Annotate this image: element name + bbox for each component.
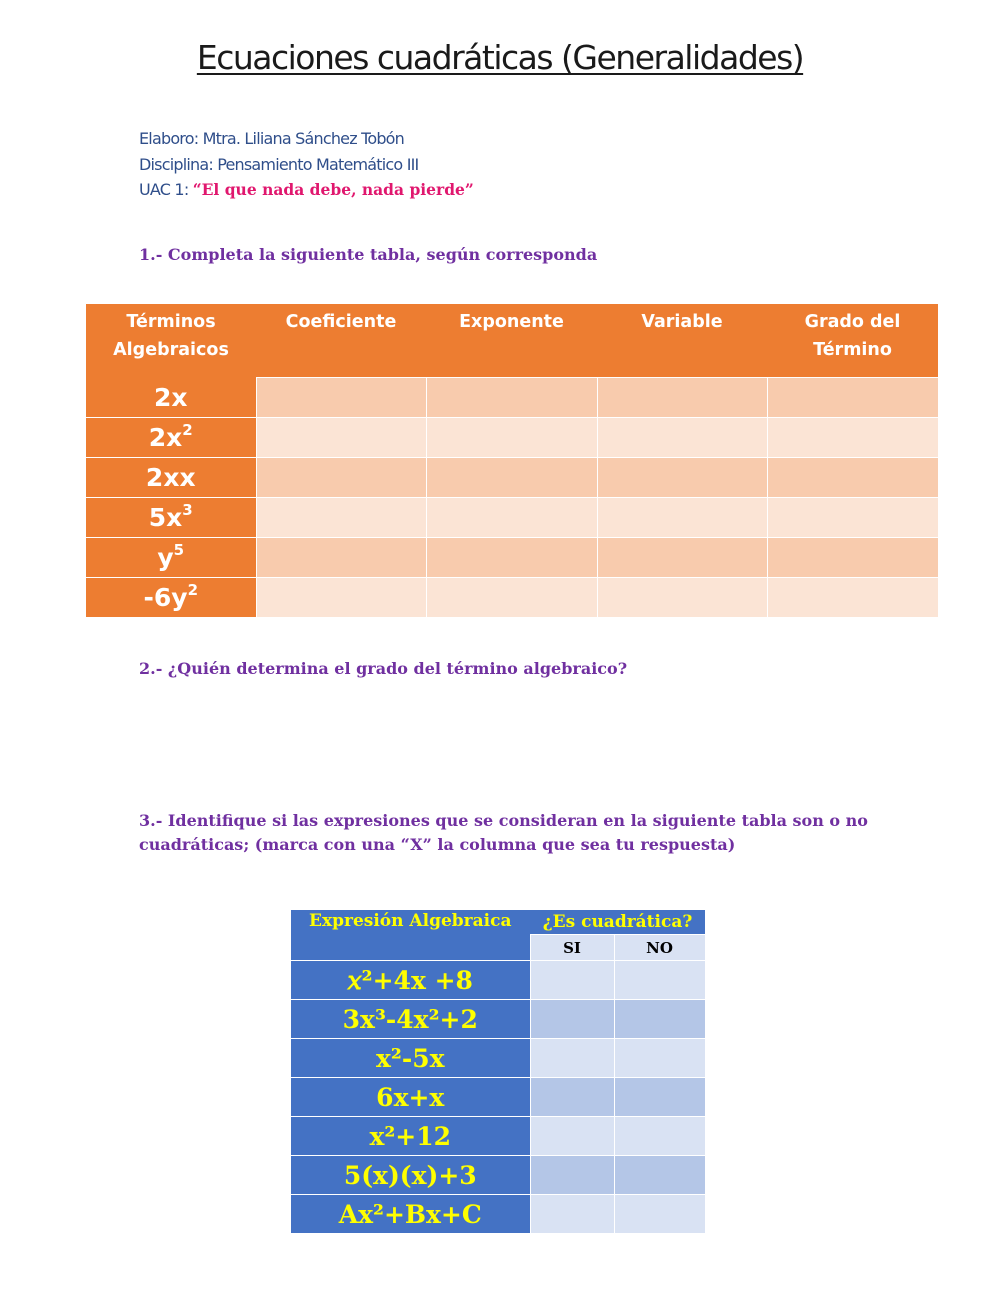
table-row: [86, 538, 938, 578]
terms-table-header: [86, 304, 938, 378]
expression-cell: x²-5x: [291, 1039, 530, 1078]
coeficiente-input-cell[interactable]: [256, 418, 426, 458]
discipline-line: Disciplina: Pensamiento Matemático III: [139, 154, 419, 174]
no-answer-cell[interactable]: [614, 1195, 705, 1234]
variable-input-cell[interactable]: [597, 498, 767, 538]
variable-input-cell[interactable]: [597, 538, 767, 578]
table-row: [291, 1039, 705, 1078]
variable-input-cell[interactable]: [597, 418, 767, 458]
question-1: 1.- Completa la siguiente tabla, según corresponda: [139, 245, 598, 264]
term-cell: [86, 458, 256, 498]
no-answer-cell[interactable]: [614, 1078, 705, 1117]
grado-input-cell[interactable]: [767, 578, 938, 618]
header-coeficiente: Coeficiente: [256, 304, 426, 378]
table-row: [86, 418, 938, 458]
table-row: [291, 1195, 705, 1234]
header-variable: Variable: [597, 304, 767, 378]
coeficiente-input-cell[interactable]: [256, 378, 426, 418]
no-answer-cell[interactable]: [614, 961, 705, 1000]
header-grado: Grado del Término: [767, 304, 938, 378]
page-title: Ecuaciones cuadráticas (Generalidades): [196, 38, 804, 77]
coeficiente-input-cell[interactable]: [256, 458, 426, 498]
term-exponent: 5: [173, 541, 185, 559]
quadratic-table-header: [291, 910, 705, 935]
question-3: 3.- Identifique si las expresiones que se consideran en la siguiente tabla son o no cuadráticas; (marca con una “X” la columna que sea tu respuesta): [139, 811, 868, 854]
variable-input-cell[interactable]: [597, 378, 767, 418]
uac-quote: “El que nada debe, nada pierde”: [192, 180, 474, 199]
expression-cell: Ax²+Bx+C: [291, 1195, 530, 1234]
no-answer-cell[interactable]: [614, 1000, 705, 1039]
variable-input-cell[interactable]: [597, 458, 767, 498]
no-answer-cell[interactable]: [614, 1039, 705, 1078]
expression-cell: 3x³-4x²+2: [291, 1000, 530, 1039]
term-base: 2xx: [145, 463, 196, 492]
term-exponent: 2: [182, 421, 193, 439]
si-answer-cell[interactable]: [530, 1195, 614, 1234]
table-row: [86, 498, 938, 538]
si-answer-cell[interactable]: [530, 1117, 614, 1156]
table-row: [86, 578, 938, 618]
coeficiente-input-cell[interactable]: [256, 578, 426, 618]
exponente-input-cell[interactable]: [426, 498, 597, 538]
exponente-input-cell[interactable]: [426, 458, 597, 498]
expression-cell: 6x+x: [291, 1078, 530, 1117]
grado-input-cell[interactable]: [767, 538, 938, 578]
no-answer-cell[interactable]: [614, 1117, 705, 1156]
term-base: 2x: [148, 423, 183, 452]
table-row: [291, 1078, 705, 1117]
header-exponente: Exponente: [426, 304, 597, 378]
quadratic-table: [291, 910, 706, 1234]
exponente-input-cell[interactable]: [426, 538, 597, 578]
question-2: 2.- ¿Quién determina el grado del término algebraico?: [139, 659, 628, 678]
header-terminos: Términos Algebraicos: [86, 304, 256, 378]
expression-cell: 𝑥²+4x +8: [291, 961, 530, 1000]
grado-input-cell[interactable]: [767, 458, 938, 498]
uac-line: [139, 177, 474, 203]
si-answer-cell[interactable]: [530, 961, 614, 1000]
table-row: [86, 378, 938, 418]
exponente-input-cell[interactable]: [426, 378, 597, 418]
term-exponent: 2: [187, 581, 198, 599]
term-base: y: [157, 543, 174, 572]
si-answer-cell[interactable]: [530, 1039, 614, 1078]
header-expresion: Expresión Algebraica: [291, 910, 530, 961]
si-answer-cell[interactable]: [530, 1000, 614, 1039]
table-row: [291, 961, 705, 1000]
term-base: 5x: [148, 503, 183, 532]
coeficiente-input-cell[interactable]: [256, 498, 426, 538]
exponente-input-cell[interactable]: [426, 578, 597, 618]
no-answer-cell[interactable]: [614, 1156, 705, 1195]
term-cell: [86, 578, 256, 618]
grado-input-cell[interactable]: [767, 378, 938, 418]
table-row: [291, 1000, 705, 1039]
header-no: NO: [614, 935, 705, 961]
coeficiente-input-cell[interactable]: [256, 538, 426, 578]
author-line: Elaboro: Mtra. Liliana Sánchez Tobón: [139, 129, 405, 148]
expression-cell: x²+12: [291, 1117, 530, 1156]
term-exponent: 3: [182, 501, 193, 519]
term-base: 2x: [153, 382, 188, 412]
uac-label: UAC 1:: [139, 180, 193, 199]
document-info: [139, 126, 474, 203]
table-row: [291, 1117, 705, 1156]
expression-cell: 5(x)(x)+3: [291, 1156, 530, 1195]
term-cell: [86, 498, 256, 538]
term-cell: [86, 538, 256, 578]
term-base: -6y: [143, 583, 188, 612]
table-row: [86, 458, 938, 498]
grado-input-cell[interactable]: [767, 418, 938, 458]
exponente-input-cell[interactable]: [426, 418, 597, 458]
terms-table: [86, 304, 939, 618]
si-answer-cell[interactable]: [530, 1156, 614, 1195]
grado-input-cell[interactable]: [767, 498, 938, 538]
si-answer-cell[interactable]: [530, 1078, 614, 1117]
term-cell: [86, 378, 256, 418]
variable-input-cell[interactable]: [597, 578, 767, 618]
table-row: [291, 1156, 705, 1195]
header-es-cuadratica: ¿Es cuadrática?: [530, 910, 705, 935]
header-si: SI: [530, 935, 614, 961]
term-cell: [86, 418, 256, 458]
